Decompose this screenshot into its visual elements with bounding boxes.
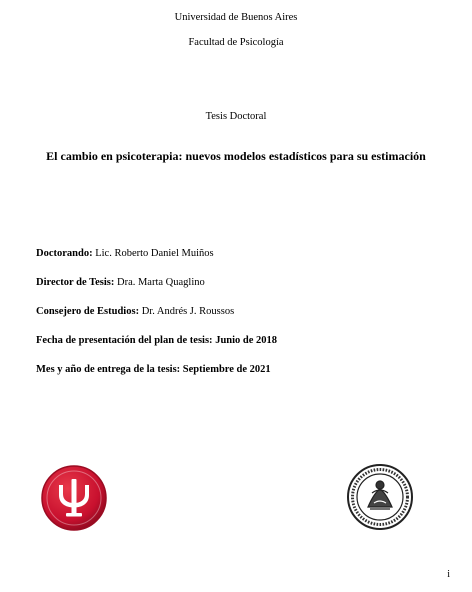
entrega-value: Septiembre de 2021 — [182, 364, 271, 375]
doctorando-label: Doctorando: — [36, 248, 93, 259]
entrega-label: Mes y año de entrega de la tesis: — [36, 364, 181, 375]
thesis-title: El cambio en psicoterapia: nuevos modelos estadísticos para su estimación — [46, 149, 426, 163]
fecha-label: Fecha de presentación del plan de tesis: — [36, 335, 213, 346]
doctorando-field — [36, 247, 214, 260]
doctorando-value: Lic. Roberto Daniel Muiños — [95, 248, 214, 259]
document-type: Tesis Doctoral — [205, 111, 267, 122]
consejero-value: Dr. Andrés J. Roussos — [141, 306, 235, 317]
director-value: Dra. Marta Quaglino — [116, 277, 205, 288]
psi-logo-graphic — [40, 464, 108, 532]
entrega-field — [36, 363, 271, 376]
psi-logo-icon — [40, 464, 108, 532]
page-number: i — [447, 569, 450, 580]
consejero-label: Consejero de Estudios: — [36, 306, 140, 317]
fecha-value: Junio de 2018 — [215, 335, 278, 346]
director-label: Director de Tesis: — [36, 277, 115, 288]
university-seal-icon — [346, 463, 414, 531]
university-name: Universidad de Buenos Aires — [174, 12, 298, 23]
consejero-field — [36, 305, 234, 318]
university-seal-graphic — [346, 463, 414, 531]
faculty-name: Facultad de Psicología — [188, 37, 284, 48]
director-field — [36, 276, 205, 289]
fecha-field — [36, 334, 277, 347]
